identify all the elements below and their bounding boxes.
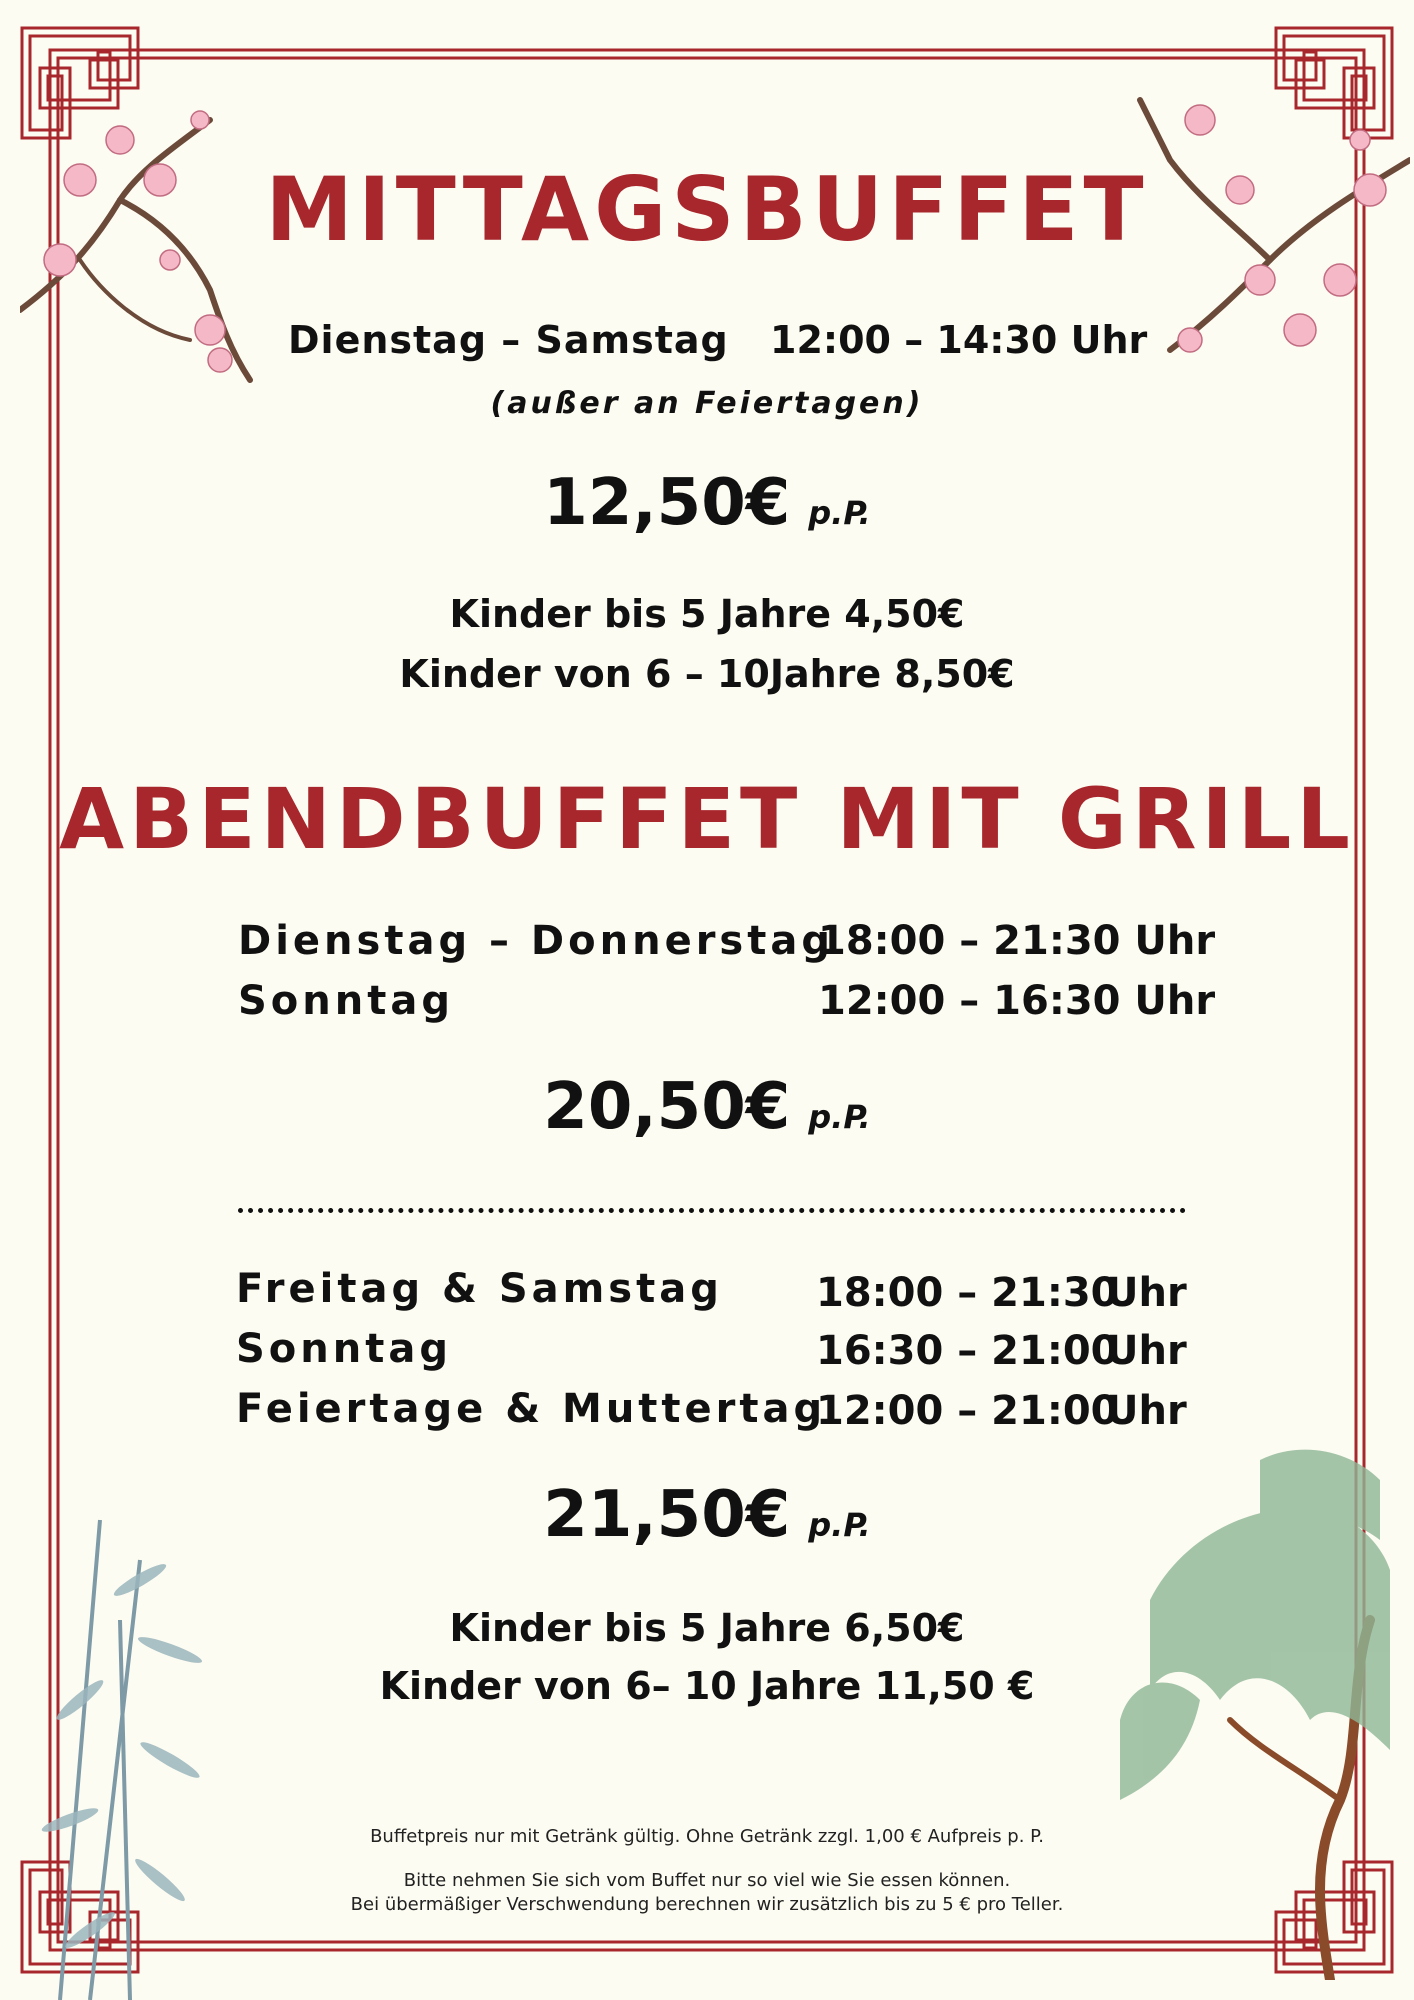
dinner-b2-unit-3: Uhr (1106, 1388, 1187, 1434)
dinner-b1-day-1: Dienstag – Donnerstag (238, 918, 834, 964)
dinner-b1-hours-2: 12:00 – 16:30 Uhr (818, 978, 1216, 1024)
bamboo-bottom-left (30, 1500, 230, 2000)
dinner-b2-hours-3: 12:00 – 21:00 (816, 1388, 1119, 1434)
dinner-b1-price-unit: p.P. (808, 1098, 871, 1136)
lunch-note: (außer an Feiertagen) (490, 386, 924, 421)
dinner-kids-2: Kinder von 6– 10 Jahre 11,50 € (379, 1664, 1035, 1708)
dinner-b2-day-1: Freitag & Samstag (236, 1266, 723, 1312)
footer-line-3: Bei übermäßiger Verschwendung berechnen wir zusätzlich bis zu 5 € pro Teller. (350, 1894, 1064, 1915)
footer-line-2: Bitte nehmen Sie sich vom Buffet nur so viel wie Sie essen können. (403, 1870, 1011, 1891)
lunch-price-unit: p.P. (808, 494, 871, 532)
dinner-b2-price-line (0, 1478, 1414, 1552)
dinner-b1-day-2: Sonntag (238, 978, 454, 1024)
dinner-b1-price: 20,50€ (543, 1070, 791, 1144)
dinner-b2-day-2: Sonntag (236, 1326, 452, 1372)
lunch-price: 12,50€ (543, 466, 791, 540)
dinner-b2-price-unit: p.P. (808, 1506, 871, 1544)
dinner-b1-hours-1: 18:00 – 21:30 Uhr (818, 918, 1216, 964)
dinner-b2-unit-2: Uhr (1106, 1328, 1187, 1374)
lunch-kids-1: Kinder bis 5 Jahre 4,50€ (449, 592, 965, 636)
dinner-b2-unit-1: Uhr (1106, 1270, 1187, 1316)
lunch-title: MITTAGSBUFFET (265, 158, 1149, 261)
dotted-divider (238, 1208, 1186, 1213)
lunch-price-line (0, 466, 1414, 540)
dinner-b2-price: 21,50€ (543, 1478, 791, 1552)
dinner-b2-day-3: Feiertage & Muttertag (236, 1386, 827, 1432)
lunch-days: Dienstag – Samstag (288, 318, 729, 362)
dinner-b2-hours-2: 16:30 – 21:00 (816, 1328, 1119, 1374)
dinner-b1-price-line (0, 1070, 1414, 1144)
dinner-b2-hours-1: 18:00 – 21:30 (816, 1270, 1119, 1316)
footer-line-1: Buffetpreis nur mit Getränk gültig. Ohne Getränk zzgl. 1,00 € Aufpreis p. P. (370, 1826, 1044, 1847)
lunch-hours: 12:00 – 14:30 Uhr (770, 318, 1148, 362)
lunch-kids-2: Kinder von 6 – 10Jahre 8,50€ (399, 652, 1015, 696)
dinner-kids-1: Kinder bis 5 Jahre 6,50€ (449, 1606, 965, 1650)
dinner-title: ABENDBUFFET MIT GRILL (59, 770, 1355, 868)
